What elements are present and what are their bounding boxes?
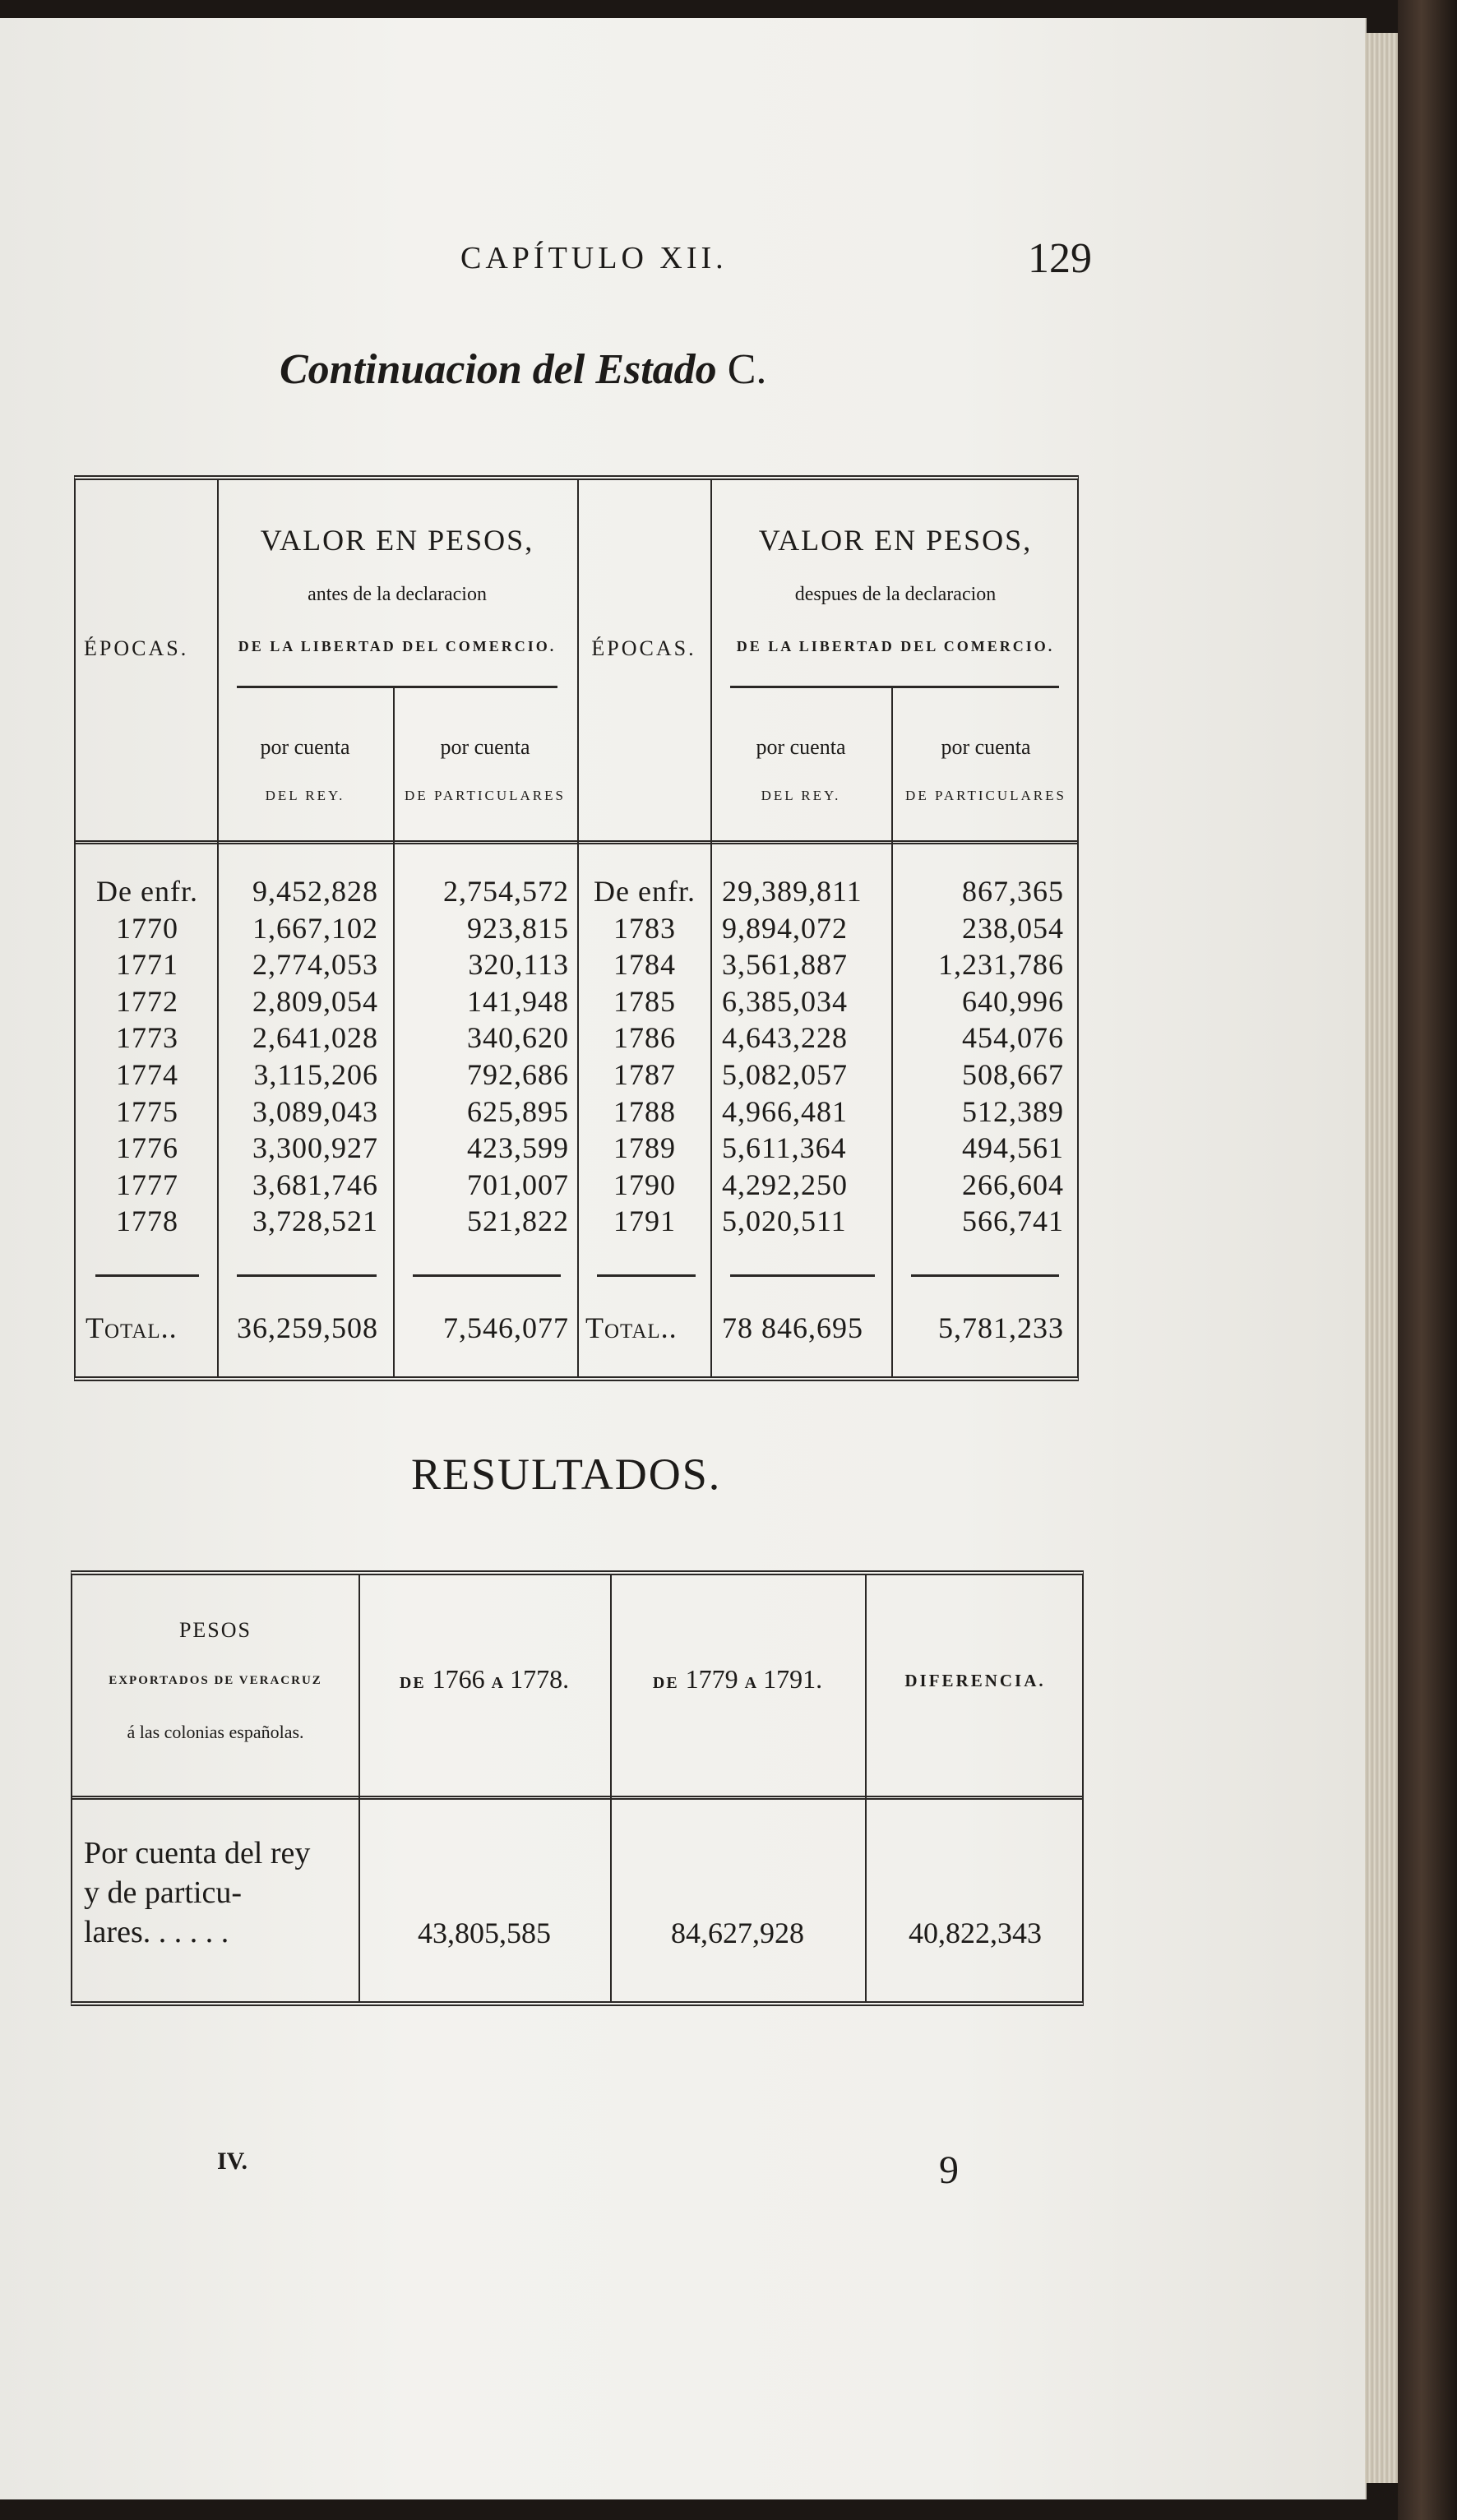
value-cell: 1,231,786	[938, 948, 1064, 982]
period-2-a: A	[744, 1674, 757, 1692]
valor-caption: DE LA LIBERTAD DEL COMERCIO.	[238, 638, 557, 654]
value-cell: 3,728,521	[252, 1205, 378, 1238]
total-cell: 78 846,695	[722, 1311, 863, 1344]
value-cell: 2,774,053	[252, 948, 378, 982]
epoca-cell: 1778	[116, 1205, 178, 1238]
result-value-3: 40,822,343	[909, 1917, 1042, 1949]
epoca-cell: 1785	[613, 984, 676, 1018]
running-head: CAPÍTULO XII.	[460, 241, 728, 275]
sum-rule	[911, 1274, 1059, 1277]
epoca-cell: 1772	[116, 984, 178, 1018]
estado-table	[74, 475, 1079, 1381]
epoca-cell: 1771	[116, 948, 178, 982]
value-cell: 238,054	[962, 911, 1064, 945]
resultados-title: RESULTADOS.	[411, 1450, 722, 1499]
epoca-cell: 1776	[116, 1131, 178, 1165]
value-cell: 625,895	[467, 1094, 569, 1128]
page-edges	[1365, 33, 1398, 2483]
value-cell: 9,894,072	[722, 911, 848, 945]
sum-rule	[413, 1274, 561, 1277]
epoca-cell: 1777	[116, 1168, 178, 1201]
sum-rule	[237, 1274, 377, 1277]
col-part-label-2: por cuenta	[941, 735, 1031, 759]
total-cell: 36,259,508	[237, 1311, 378, 1344]
page-number: 129	[1028, 235, 1092, 282]
col-rey-caption-2: DEL REY.	[761, 788, 841, 803]
value-cell: 6,385,034	[722, 984, 848, 1018]
row-label-line2: y de particu-	[84, 1875, 243, 1910]
value-cell: 701,007	[467, 1168, 569, 1201]
epocas-label-2: ÉPOCAS.	[591, 636, 696, 660]
epoca-cell: 1775	[116, 1094, 178, 1128]
value-cell: 521,822	[467, 1205, 569, 1238]
value-cell: 4,292,250	[722, 1168, 848, 1201]
period-1-header	[358, 1664, 610, 1695]
value-cell: 3,089,043	[252, 1094, 378, 1128]
value-cell: 320,113	[468, 948, 569, 982]
estado-body	[76, 873, 1077, 1243]
value-cell: 867,365	[962, 875, 1064, 908]
col-rey-label: por cuenta	[260, 735, 350, 759]
value-cell: 923,815	[467, 911, 569, 945]
value-cell: 792,686	[467, 1058, 569, 1091]
result-value-2: 84,627,928	[671, 1917, 804, 1949]
sum-rule	[95, 1274, 199, 1277]
result-value-1: 43,805,585	[418, 1917, 551, 1949]
valor-subtitle-2: despues de la declaracion	[794, 584, 997, 605]
value-cell: 3,561,887	[722, 948, 848, 982]
epoca-cell: 1788	[613, 1094, 676, 1128]
book-binding	[1398, 0, 1457, 2520]
subtitle-letter: C.	[727, 346, 767, 393]
value-cell: 494,561	[962, 1131, 1064, 1165]
total-cell: 7,546,077	[443, 1311, 569, 1344]
row-label-line3: lares. . . . . .	[84, 1915, 229, 1949]
value-cell: 1,667,102	[252, 911, 378, 945]
value-cell: 29,389,811	[722, 875, 863, 908]
col-part-caption: DE PARTICULARES	[405, 788, 566, 803]
epoca-cell: 1787	[613, 1058, 676, 1091]
col-rey-label-2: por cuenta	[756, 735, 846, 759]
value-cell: 423,599	[467, 1131, 569, 1165]
table-subtitle	[280, 345, 766, 394]
epoca-cell: 1770	[116, 911, 178, 945]
value-cell: 5,082,057	[722, 1058, 848, 1091]
col-part-label: por cuenta	[440, 735, 530, 759]
epoca-cell: 1773	[116, 1021, 178, 1055]
value-cell: 9,452,828	[252, 875, 378, 908]
diferencia-header: DIFERENCIA.	[904, 1671, 1046, 1690]
value-cell: 508,667	[962, 1058, 1064, 1091]
value-cell: 2,641,028	[252, 1021, 378, 1055]
value-cell: 454,076	[962, 1021, 1064, 1055]
subtitle-italic: Continuacion del Estado	[280, 346, 717, 393]
period-1-a: A	[491, 1674, 504, 1692]
epocas-label: ÉPOCAS.	[84, 636, 189, 660]
epoca-cell: 1783	[613, 911, 676, 945]
header-rule	[72, 1796, 1082, 1800]
value-cell: 4,643,228	[722, 1021, 848, 1055]
col-part-caption-2: DE PARTICULARES	[905, 788, 1066, 803]
value-cell: 512,389	[962, 1094, 1064, 1128]
value-cell: 2,754,572	[443, 875, 569, 908]
period-1-de: DE	[399, 1674, 426, 1692]
valor-title-2: VALOR EN PESOS,	[758, 524, 1033, 557]
valor-caption-2: DE LA LIBERTAD DEL COMERCIO.	[736, 638, 1055, 654]
period-1-to: 1778.	[510, 1664, 570, 1694]
period-1-from: 1766	[432, 1664, 485, 1694]
pesos-caption: EXPORTADOS DE VERACRUZ	[109, 1674, 322, 1687]
value-cell: 3,681,746	[252, 1168, 378, 1201]
sum-rule	[597, 1274, 696, 1277]
value-cell: 4,966,481	[722, 1094, 848, 1128]
header-brace-2	[730, 686, 1059, 688]
pesos-label: PESOS	[178, 1618, 252, 1642]
period-2-to: 1791.	[763, 1664, 823, 1694]
value-cell: 566,741	[962, 1205, 1064, 1238]
total-label: Total..	[86, 1311, 178, 1344]
col-rey-caption: DEL REY.	[265, 788, 345, 803]
period-2-de: DE	[652, 1674, 679, 1692]
valor-subtitle: antes de la declaracion	[308, 584, 487, 605]
value-cell: 141,948	[467, 984, 569, 1018]
total-cell: 5,781,233	[938, 1311, 1064, 1344]
value-cell: 340,620	[467, 1021, 569, 1055]
epoca-cell: De enfr.	[96, 875, 198, 908]
folio-number: 9	[939, 2148, 959, 2192]
value-cell: 2,809,054	[252, 984, 378, 1018]
value-cell: 640,996	[962, 984, 1064, 1018]
pesos-subcaption: á las colonias españolas.	[127, 1722, 304, 1742]
sum-rule	[730, 1274, 875, 1277]
signature-mark: IV.	[217, 2148, 247, 2175]
header-brace	[237, 686, 557, 688]
period-2-header	[610, 1664, 865, 1695]
row-label-line1: Por cuenta del rey	[84, 1836, 311, 1870]
value-cell: 5,020,511	[722, 1205, 847, 1238]
epoca-cell: 1784	[613, 948, 676, 982]
epoca-cell: 1789	[613, 1131, 676, 1165]
period-2-from: 1779	[685, 1664, 738, 1694]
epoca-cell: 1774	[116, 1058, 178, 1091]
valor-title: VALOR EN PESOS,	[260, 524, 534, 557]
value-cell: 5,611,364	[722, 1131, 847, 1165]
total-label-2: Total..	[585, 1311, 678, 1344]
epoca-cell: 1790	[613, 1168, 676, 1201]
value-cell: 266,604	[962, 1168, 1064, 1201]
value-cell: 3,115,206	[253, 1058, 378, 1091]
epoca-cell: 1786	[613, 1021, 676, 1055]
epoca-cell: 1791	[613, 1205, 676, 1238]
resultados-table	[71, 1570, 1084, 2006]
epoca-cell: De enfr.	[594, 875, 696, 908]
header-rule	[76, 840, 1077, 844]
value-cell: 3,300,927	[252, 1131, 378, 1165]
